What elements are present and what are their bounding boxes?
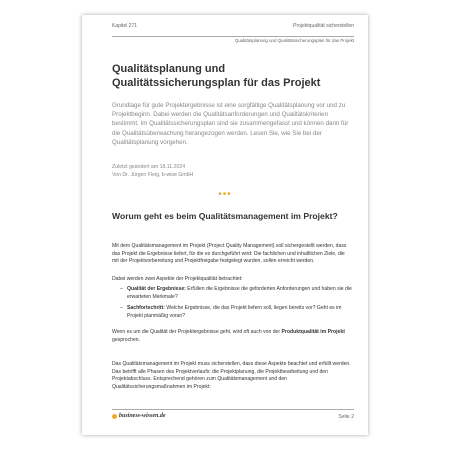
logo-dot-icon <box>112 414 117 419</box>
updated-date: Zuletzt geändert am 18.11.2024 <box>112 164 186 170</box>
page-title: Qualitätsplanung und Qualitätssicherungsplan für das Projekt <box>112 63 321 89</box>
bullet-label: Qualität der Ergebnisse: <box>127 286 186 292</box>
paragraph-3 <box>112 329 352 344</box>
bullet-text: Erfüllen die Ergebnisse die geforderten Anforderungen und haben sie die erwarteten Merkmale? <box>127 286 352 300</box>
document-page <box>82 15 368 435</box>
footer-logo <box>112 413 166 419</box>
intro-paragraph: Grundlage für gute Projektergebnisse ist eine sorgfältige Qualitätsplanung vor und zu Projektbeginn. Dabei werden die Qualitätsanforderungen und Qualitätskriterien bestimmt. Im Qualitätssicherungsplan sind sie zusammengefasst und können dann für die Qualitätsüberwachung herangezogen werden. Lesen Sie, wie Sie bei der Qualitätsplanung vorgehen. <box>112 102 349 146</box>
bullet-item <box>121 305 353 320</box>
header-divider <box>112 36 354 37</box>
section-heading: Worum geht es beim Qualitätsmanagement im Projekt? <box>112 211 338 221</box>
paragraph-3-end: gesprochen. <box>112 336 141 343</box>
separator-dots: ••• <box>218 189 232 200</box>
header-section: Projektqualität sicherstellen <box>293 23 354 29</box>
bullet-text: Welche Ergebnisse, die das Projekt liefern soll, liegen bereits vor? Geht es im Projekt planmäßig voran? <box>127 305 342 319</box>
author: Von Dr. Jürgen Fleig, b-wise GmbH <box>112 172 194 178</box>
bullet-item <box>121 286 353 301</box>
bullet-label: Sachfortschritt: <box>127 305 165 311</box>
paragraph-3-start: Wenn es um die Qualität der Projektergebnisse geht, wird oft auch von der <box>112 329 282 335</box>
logo-text: business-wissen.de <box>119 413 166 419</box>
footer-divider <box>112 409 354 410</box>
paragraph-2: Dabei werden zwei Aspekte der Projektqualität betrachtet: <box>112 276 243 282</box>
paragraph-4: Das Qualitätsmanagement im Projekt muss sicherstellen, dass diese Aspekte beachtet und erfüllt werden. Das betrifft alle Phasen des Projektverlaufs: die Projektplanung, die Projektbearbeitung und den Projektabschluss. Entsprechend gehören zum Qualitätsmanagement und den Qualitätssicherungsmaßnahmen im Projekt: <box>112 361 351 390</box>
header-chapter: Kapitel 271 <box>112 23 138 29</box>
paragraph-1: Mit dem Qualitätsmanagement im Projekt (Project Quality Management) soll sichergestellt werden, dass das Projekt die Ergebnisse liefert, für die es durchgeführt wird: Die fachlichen und inhaltlichen Ziele, die mit der Projektvorbereitung und Projektfreigabe festgelegt wurden, sollen erreicht werden. <box>112 243 347 265</box>
page-number: Seite 2 <box>338 414 354 420</box>
paragraph-3-emphasis: Produktqualität im Projekt <box>281 329 345 335</box>
header-subsection: Qualitätsplanung und Qualitätssicherungsplan für das Projekt <box>234 38 354 43</box>
article-meta <box>112 163 193 179</box>
